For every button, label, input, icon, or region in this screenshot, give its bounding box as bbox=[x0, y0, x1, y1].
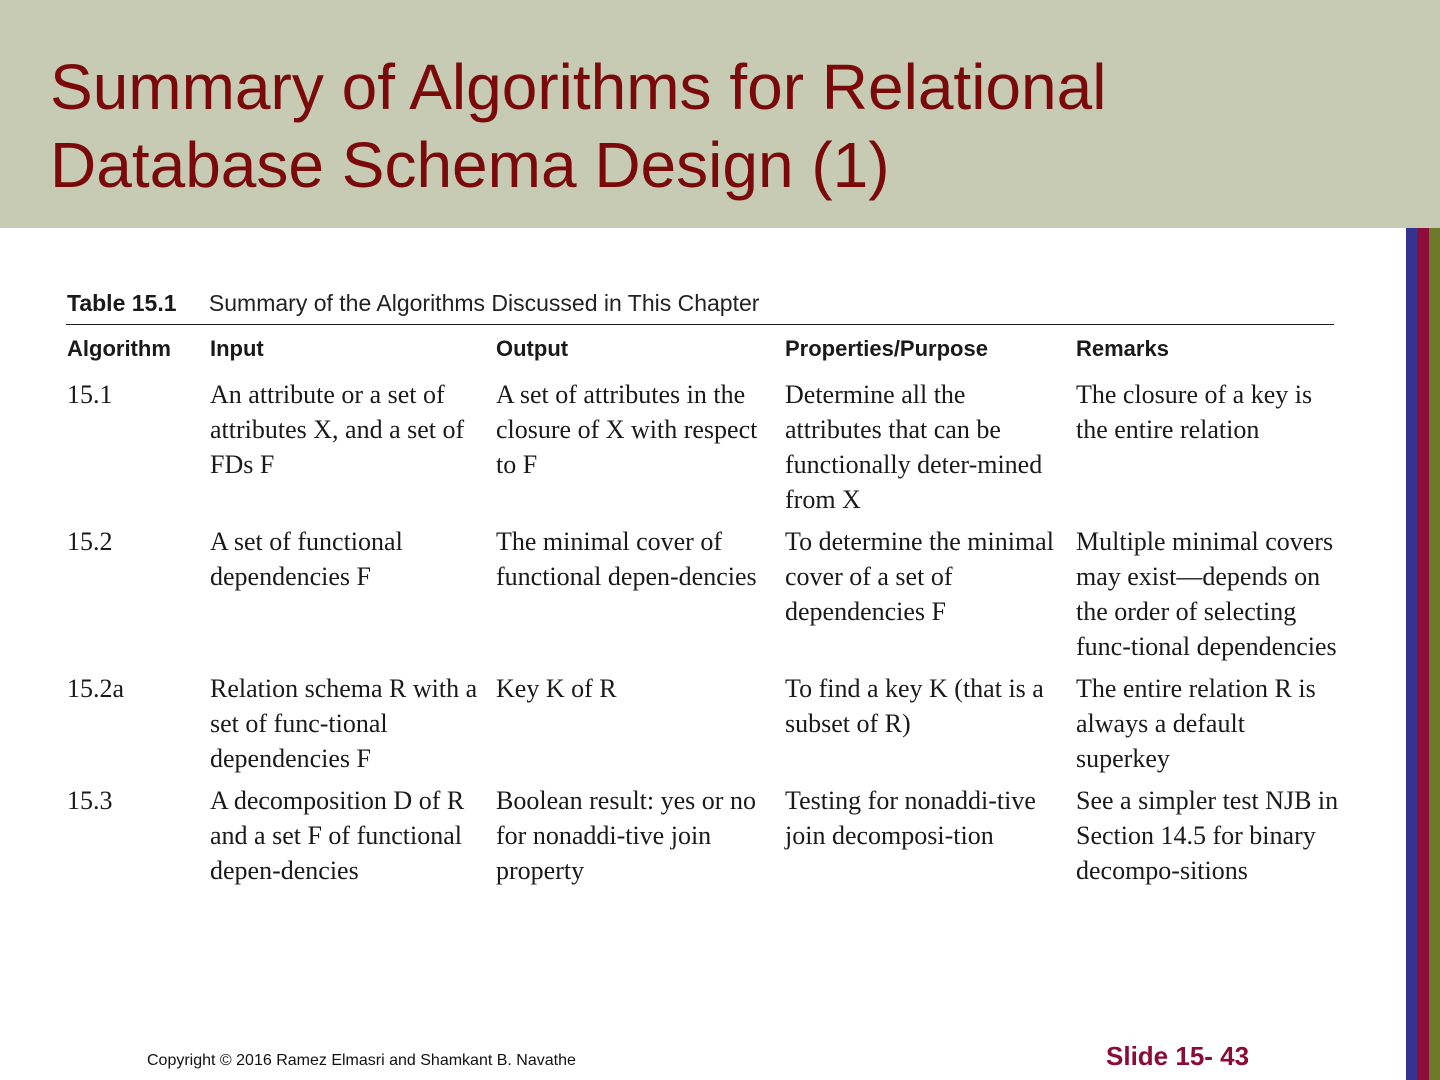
slide-number: Slide 15- 43 bbox=[1106, 1041, 1250, 1071]
caption-rule bbox=[66, 324, 1334, 325]
side-stripes bbox=[1406, 228, 1440, 1080]
table-row bbox=[58, 783, 1348, 892]
header-input: Input bbox=[210, 336, 264, 361]
cell-output: Key K of R bbox=[496, 674, 617, 703]
cell-input: A set of functional dependencies F bbox=[210, 527, 403, 591]
table-caption bbox=[67, 290, 759, 317]
cell-output: A set of attributes in the closure of X with respect to F bbox=[496, 380, 758, 479]
cell-output: Boolean result: yes or no for nonaddi-tive join property bbox=[496, 786, 756, 885]
copyright-footer: Copyright © 2016 Ramez Elmasri and Shamkant B. Navathe bbox=[147, 1052, 576, 1069]
cell-input: A decomposition D of R and a set F of functional depen-dencies bbox=[210, 786, 465, 885]
cell-input: An attribute or a set of attributes X, and a set of FDs F bbox=[210, 380, 465, 479]
cell-purpose: Determine all the attributes that can be functionally deter-mined from X bbox=[785, 380, 1043, 514]
stripe-blue bbox=[1406, 228, 1417, 1080]
cell-algorithm: 15.2a bbox=[67, 674, 125, 703]
header-remarks: Remarks bbox=[1076, 336, 1169, 361]
title-line-2: Database Schema Design (1) bbox=[50, 129, 890, 201]
table-caption-text: Summary of the Algorithms Discussed in This Chapter bbox=[208, 290, 760, 316]
table-row bbox=[58, 524, 1348, 671]
cell-purpose: To find a key K (that is a subset of R) bbox=[785, 674, 1044, 738]
stripe-olive bbox=[1429, 228, 1440, 1080]
header-algorithm: Algorithm bbox=[67, 336, 171, 361]
table-row bbox=[58, 377, 1348, 524]
cell-input: Relation schema R with a set of func-tional dependencies F bbox=[210, 674, 478, 773]
table-header-row bbox=[58, 332, 1348, 377]
header-purpose: Properties/Purpose bbox=[785, 336, 988, 361]
cell-purpose: To determine the minimal cover of a set of dependencies F bbox=[785, 527, 1054, 626]
cell-algorithm: 15.3 bbox=[67, 786, 113, 815]
header-output: Output bbox=[496, 336, 569, 361]
slide-title bbox=[50, 48, 1350, 204]
cell-purpose: Testing for nonaddi-tive join decomposi-tion bbox=[785, 786, 1036, 850]
stripe-red bbox=[1417, 228, 1429, 1080]
cell-remarks: The closure of a key is the entire relation bbox=[1076, 380, 1313, 444]
title-banner bbox=[0, 0, 1440, 228]
cell-remarks: The entire relation R is always a default superkey bbox=[1076, 674, 1316, 773]
title-line-1: Summary of Algorithms for Relational bbox=[50, 51, 1107, 123]
cell-remarks: See a simpler test NJB in Section 14.5 for binary decompo-sitions bbox=[1076, 786, 1339, 885]
cell-algorithm: 15.2 bbox=[67, 527, 113, 556]
table-number: Table 15.1 bbox=[67, 290, 177, 316]
cell-algorithm: 15.1 bbox=[67, 380, 113, 409]
cell-remarks: Multiple minimal covers may exist—depends on the order of selecting func-tional dependencies bbox=[1076, 527, 1337, 661]
algorithms-table bbox=[58, 332, 1348, 892]
table-row bbox=[58, 671, 1348, 783]
cell-output: The minimal cover of functional depen-dencies bbox=[496, 527, 757, 591]
